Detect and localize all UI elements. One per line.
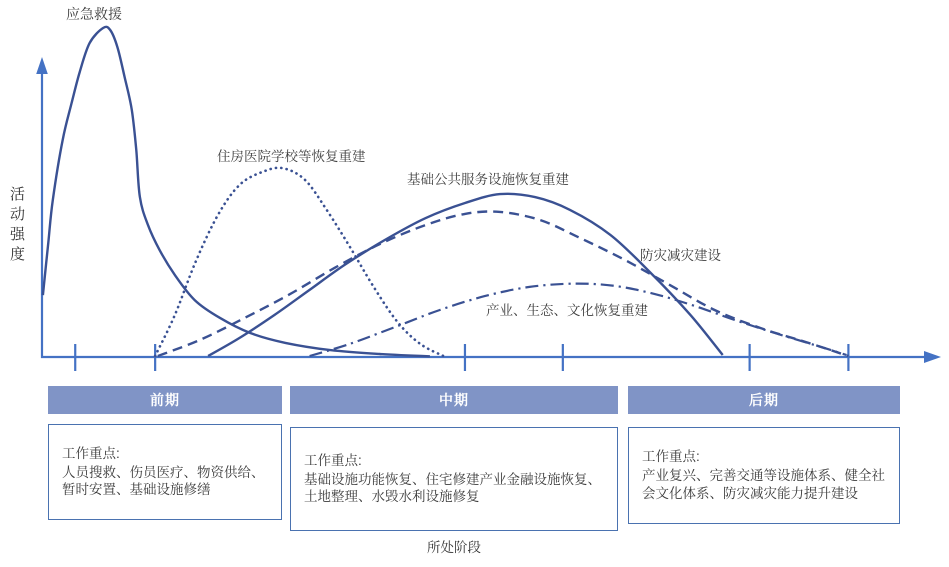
phase-box-mid [290,427,618,531]
phase-header-early [48,386,282,414]
y-axis-arrowhead [36,57,48,74]
curve-path-3 [158,211,849,356]
x-axis-arrowhead [924,351,941,363]
curve-path-4 [310,284,847,356]
phase-box-early-title: 工作重点: [62,445,120,461]
y-axis-label: 活动强度 [8,186,25,266]
x-axis-label: 所处阶段 [427,540,481,555]
phase-box-late [628,427,900,524]
phase-header-mid-label: 中期 [439,392,469,408]
phase-box-mid-body: 基础设施功能恢复、住宅修建产业金融设施恢复、土地整理、水毁水利设施修复 [304,471,601,505]
phase-box-early [48,424,282,520]
curve-label-disaster-prevention: 防灾减灾建设 [640,248,721,263]
curve-label-public-service-infra: 基础公共服务设施恢复重建 [407,172,569,187]
phase-box-late-body: 产业复兴、完善交通等设施体系、健全社会文化体系、防灾减灾能力提升建设 [642,468,885,501]
curve-path-0 [43,27,430,356]
curve-path-1 [155,168,443,356]
curve-path-2 [208,194,723,356]
curve-label-emergency-rescue: 应急救援 [66,6,122,22]
phase-header-mid [290,386,618,414]
phase-header-early-label: 前期 [150,392,180,408]
phase-box-mid-title: 工作重点: [304,452,362,468]
curve-label-housing-hospital-school: 住房医院学校等恢复重建 [217,149,366,164]
phase-box-late-title: 工作重点: [642,449,700,465]
phase-header-late [628,386,900,414]
phase-box-early-body: 人员搜救、伤员医疗、物资供给、暂时安置、基础设施修缮 [62,464,265,498]
phase-header-late-label: 后期 [749,392,779,408]
curve-label-industry-ecology-culture: 产业、生态、文化恢复重建 [486,303,648,318]
